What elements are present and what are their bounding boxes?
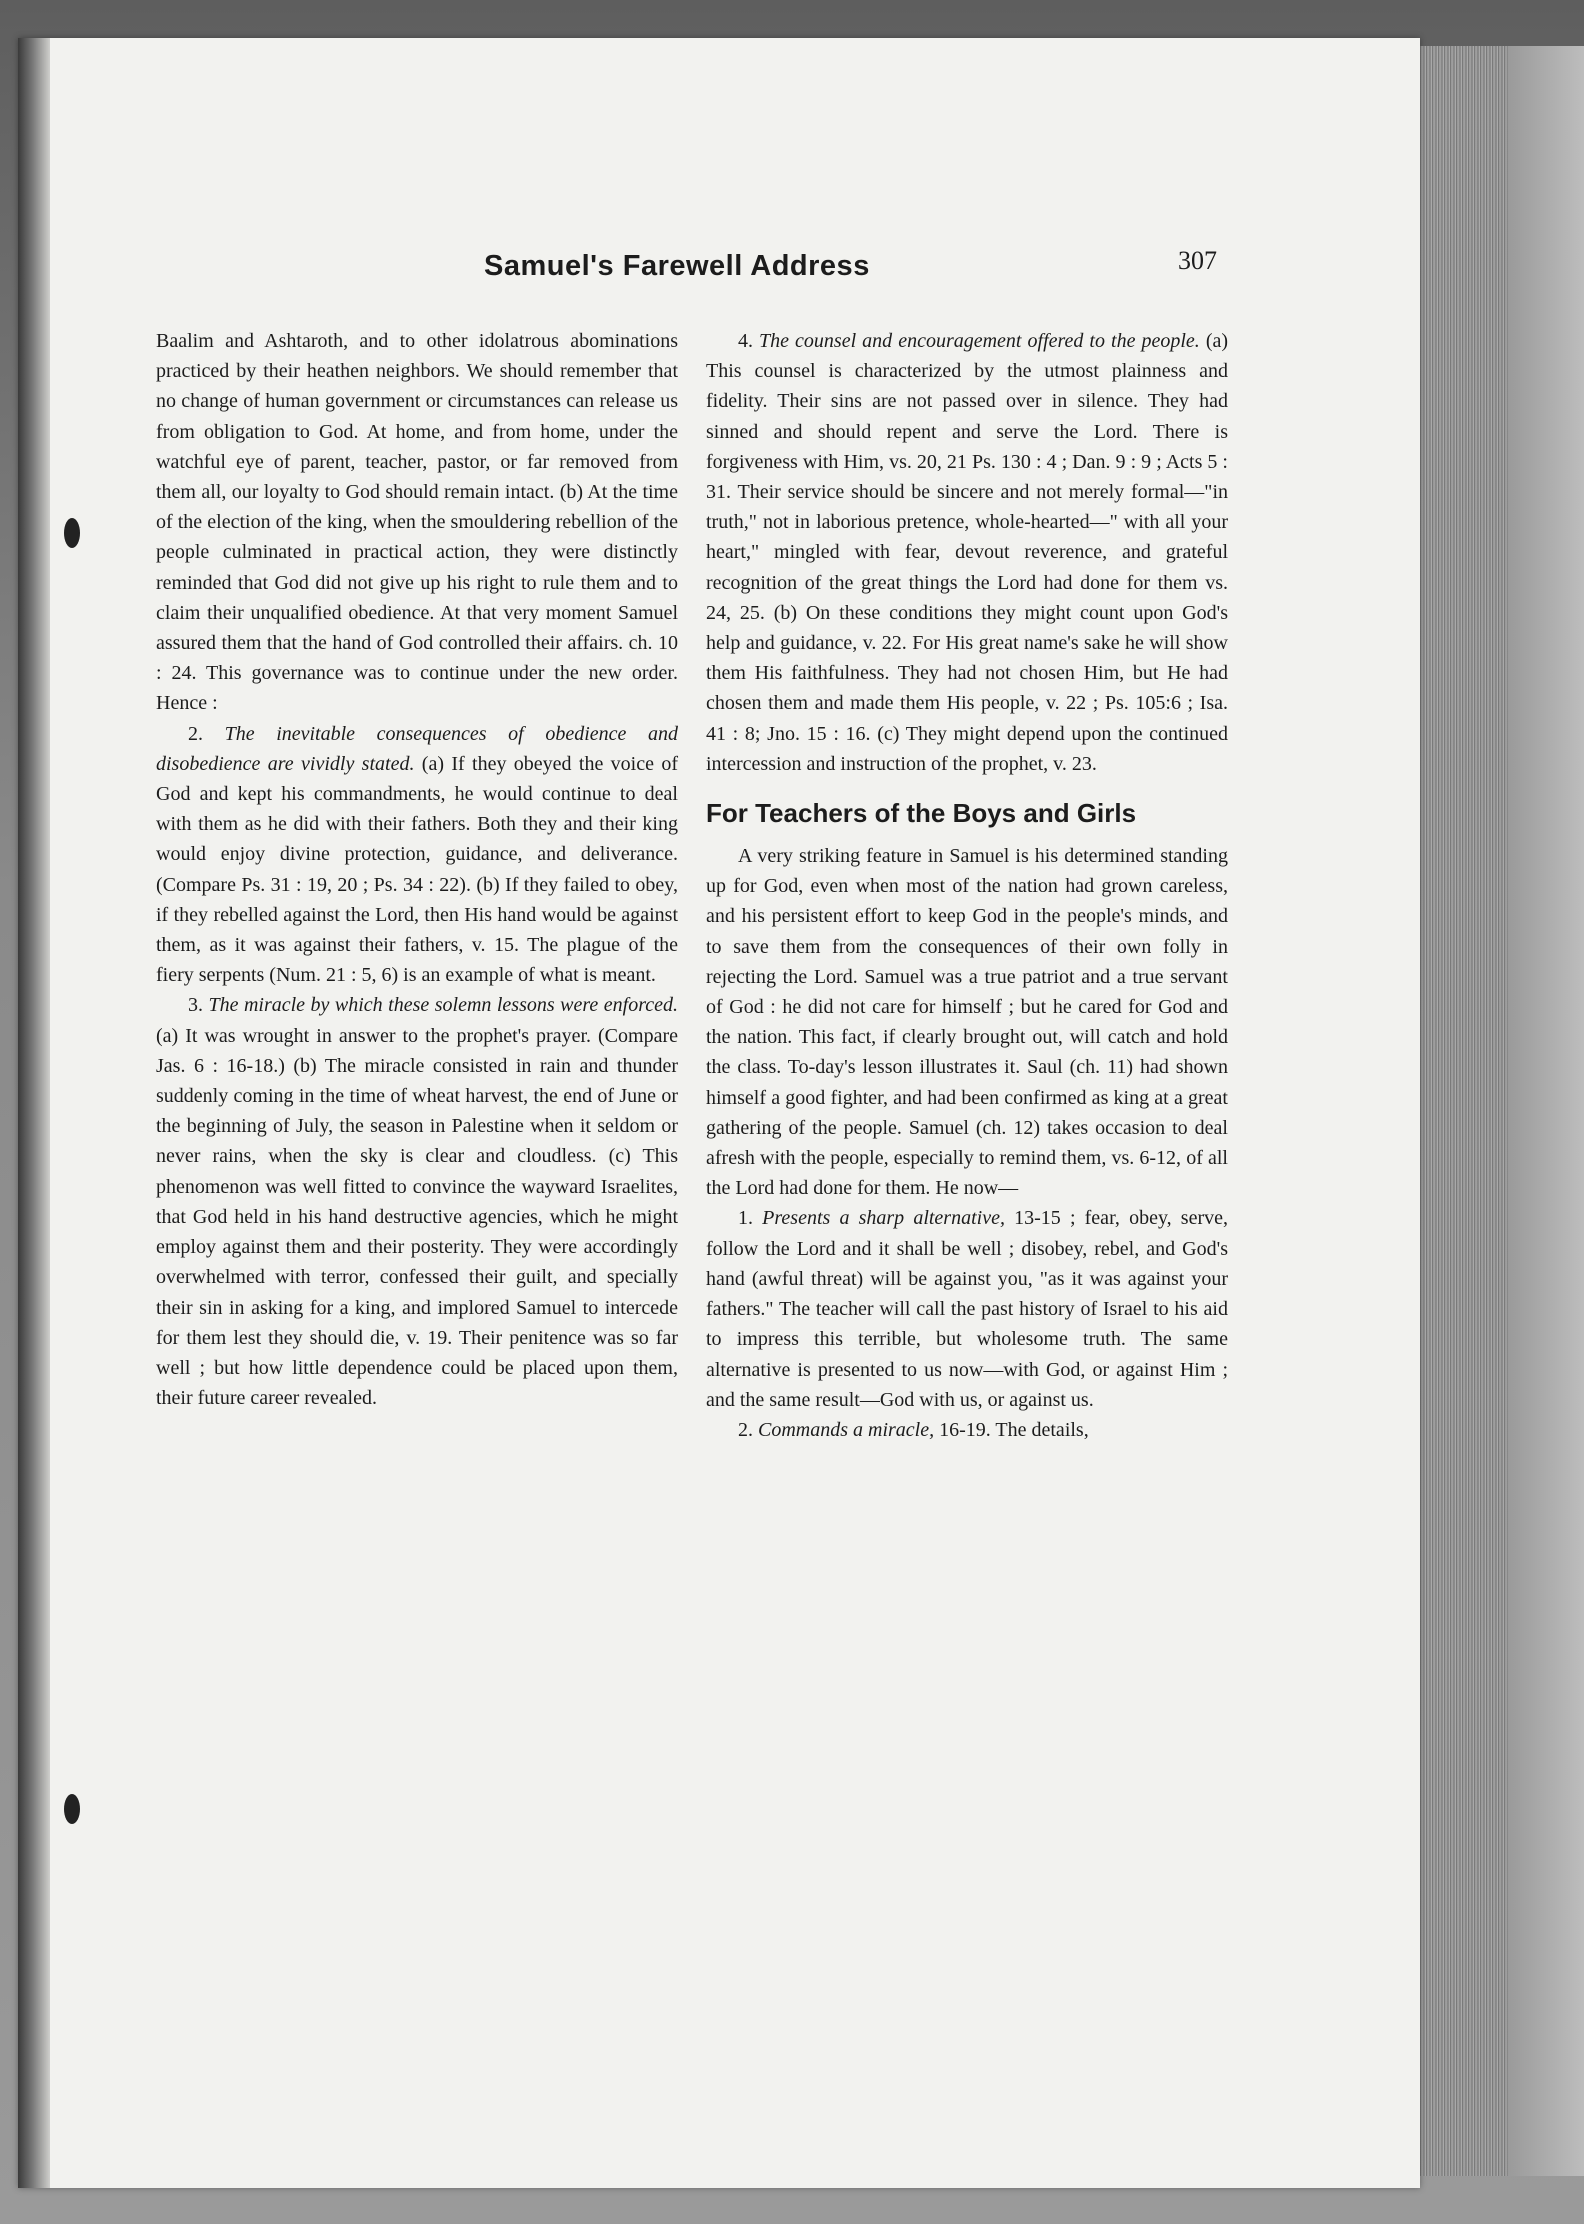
section-heading: For Teachers of the Boys and Girls <box>706 798 1137 829</box>
point-body: 13-15 ; fear, obey, serve, follow the Lord and it shall be well ; disobey, rebel, and God's hand (awful threat) will be against you, "as it was against your fathers." The teacher will call the past history of Israel to his aid to impress this terrible, but wholesome truth. The same alternative is presented to us now—with God, or against Him ; and the same result—God with us, or against us. <box>706 1207 1229 1411</box>
point-number: 1. <box>738 1207 763 1230</box>
point-heading: The inevitable consequences of obedience and disobedience are vividly stated. <box>156 722 678 775</box>
point-number: 4. <box>738 330 760 352</box>
paragraph-point-2 <box>156 719 678 991</box>
point-body: (a) It was wrought in answer to the prophet's prayer. (Compare Jas. 6 : 16-18.) (b) The miracle consisted in rain and thunder suddenly coming in the time of wheat harvest, the end of June or the beginning of July, the season in Palestine when it seldom or never rains, when the sky is clear and cloudless. (c) This phenomenon was well fitted to convince the wayward Israelites, that God held in his hand destructive agencies, which he might employ against them and their posterity. They were accordingly overwhelmed with terror, confessed their guilt, and specially their sin in asking for a king, and implored Samuel to intercede for them lest they should die, v. 19. Their penitence was so far well ; but how little dependence could be placed upon them, their future career revealed. <box>156 1024 678 1410</box>
point-heading: The counsel and encouragement offered to the people. <box>759 330 1200 352</box>
point-heading: Commands a miracle, <box>758 1418 935 1441</box>
point-body: 16-19. The details, <box>934 1418 1089 1441</box>
right-column <box>706 326 1228 1445</box>
paragraph-point-4 <box>706 326 1228 779</box>
running-title: Samuel's Farewell Address <box>484 250 870 282</box>
point-heading: Presents a sharp alternative, <box>762 1207 1005 1230</box>
book-page-edges-outer <box>1508 46 1584 2176</box>
paragraph-teachers-intro: A very striking feature in Samuel is his determined standing up for God, even when most of the nation had grown careless, and his persistent effort to keep God in the people's minds, and to save them from the consequences of their own folly in rejecting the Lord. Samuel was a true patriot and a true servant of God : he did not care for himself ; but he cared for God and the nation. This fact, if clearly brought out, will catch and hold the class. To-day's lesson illustrates it. Saul (ch. 11) had shown himself a good fighter, and had been confirmed as king at a great gathering of the people. Samuel (ch. 12) takes occasion to deal afresh with the people, especially to remind them, vs. 6-12, of all the Lord had done for them. He now— <box>706 845 1228 1200</box>
page-number: 307 <box>1178 246 1217 275</box>
point-body: (a) This counsel is characterized by the utmost plainness and fidelity. Their sins are not passed over in silence. They had sinned and should repent and serve the Lord. There is forgiveness with Him, vs. 20, 21 Ps. 130 : 4 ; Dan. 9 : 9 ; Acts 5 : 31. Their service should be sincere and not merely formal—"in truth," not in laborious pretence, whole-hearted—" with all your heart," mingled with fear, devout reverence, and grateful recognition of the great things the Lord had done for them vs. 24, 25. (b) On these conditions they might count upon God's help and guidance, v. 22. For His great name's sake he will show them His faithfulness. They had not chosen Him, but He had chosen them and made them His people, v. 22 ; Ps. 105:6 ; Isa. 41 : 8; Jno. 15 : 16. (c) They might depend upon the continued intercession and instruction of the prophet, v. 23. <box>706 330 1229 775</box>
point-heading: The miracle by which these solemn lessons were enforced. <box>208 994 678 1017</box>
left-column <box>156 326 678 1413</box>
paragraph-teachers-point-2 <box>706 1415 1228 1445</box>
binding-hole-top <box>64 518 80 548</box>
binding-hole-bottom <box>64 1794 80 1824</box>
paragraph-teachers-point-1 <box>706 1203 1228 1414</box>
point-number: 2. <box>738 1418 758 1441</box>
paragraph-continued: Baalim and Ashtaroth, and to other idolatrous abominations practiced by their heathen neighbors. We should remember that no change of human government or circumstances can release us from obligation to God. At home, and from home, under the watchful eye of parent, teacher, pastor, or far removed from them all, our loyalty to God should remain intact. (b) At the time of the election of the king, when the smouldering rebellion of the people culminated in practical action, they were distinctly reminded that God did not give up his right to rule them and to claim their unqualified obedience. At that very moment Samuel assured them that the hand of God controlled their affairs. ch. 10 : 24. This governance was to continue under the new order. Hence : <box>156 330 678 715</box>
binding-gutter <box>18 38 50 2188</box>
point-number: 2. <box>188 722 225 745</box>
paragraph-point-3 <box>156 990 678 1413</box>
point-body: (a) If they obeyed the voice of God and kept his commandments, he would continue to deal with them as he did with their fathers. Both they and their king would enjoy divine protection, guidance, and deliverance. (Compare Ps. 31 : 19, 20 ; Ps. 34 : 22). (b) If they failed to obey, if they rebelled against the Lord, then His hand would be against them, as it was against their fathers, v. 15. The plague of the fiery serpents (Num. 21 : 5, 6) is an example of what is meant. <box>156 752 679 987</box>
point-number: 3. <box>188 994 209 1017</box>
